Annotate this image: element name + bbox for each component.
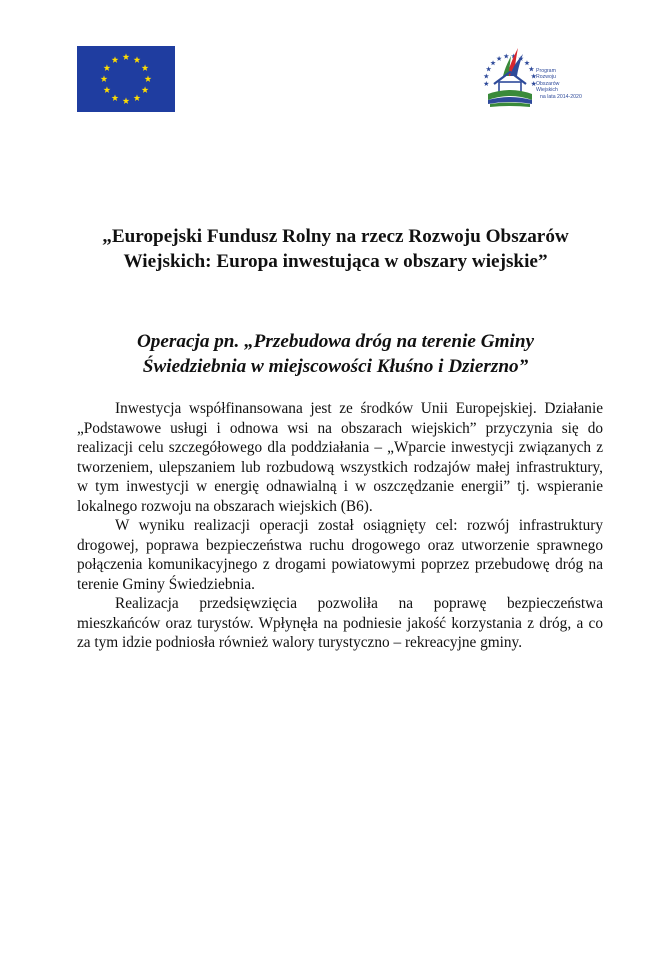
operation-title-line: Świedziebnia w miejscowości Kłuśno i Dzierzno” [142, 356, 529, 377]
main-title-line: Wiejskich: Europa inwestująca w obszary wiejskie” [123, 251, 548, 272]
prow-logo-line: Wiejskich [536, 87, 558, 94]
main-title-line: „Europejski Fundusz Rolny na rzecz Rozwoju Obszarów [102, 226, 569, 247]
body-paragraph: Realizacja przedsięwzięcia pozwoliła na poprawę bezpieczeństwa mieszkańców oraz turystów. Wpłynęła na podniesie jakość korzystania z dróg, a co za tym idzie podniosła również walory turystyczno – rekreacyjne gminy. [77, 595, 603, 651]
operation-title [40, 329, 631, 379]
prow-logo-line: Obszarów [536, 80, 560, 87]
prow-star-icon [484, 81, 489, 86]
prow-star-icon [486, 66, 491, 71]
prow-logo-line: Rozwoju [536, 74, 556, 81]
eu-flag-icon [77, 46, 175, 112]
prow-logo [480, 44, 600, 112]
prow-logo-years: na lata 2014-2020 [540, 93, 582, 100]
prow-logo-text [536, 68, 582, 100]
main-title [40, 224, 631, 274]
body-text [77, 399, 603, 653]
body-paragraph: Inwestycja współfinansowana jest ze środków Unii Europejskiej. Działanie „Podstawowe usługi i odnowa wsi na obszarach wiejskich” przyczynia się do realizacji celu szczegółowego dla poddziałania – „Wparcie inwestycji związanych z tworzeniem, ulepszaniem lub rozbudową wszystkich rodzajów małej infrastruktury, w tym inwestycji w energię odnawialną i w oszczędzanie energii” tj. wspieranie lokalnego rozwoju na obszarach wiejskich (B6). [77, 400, 603, 515]
prow-star-icon [484, 73, 489, 78]
prow-star-icon [490, 60, 495, 65]
prow-star-icon [524, 60, 529, 65]
prow-star-icon [529, 66, 534, 71]
prow-star-icon [504, 54, 509, 59]
operation-title-line: Operacja pn. „Przebudowa dróg na terenie Gminy [136, 331, 535, 352]
prow-logo-line: Program [536, 68, 556, 74]
body-paragraph: W wyniku realizacji operacji został osiągnięty cel: rozwój infrastruktury drogowej, poprawa bezpieczeństwa ruchu drogowego oraz utworzenie sprawnego połączenia komunikacyjnego z drogami powiatowymi poprzez przebudowę dróg na terenie Gminy Świedziebnia. [77, 517, 603, 593]
prow-star-icon [496, 56, 501, 61]
